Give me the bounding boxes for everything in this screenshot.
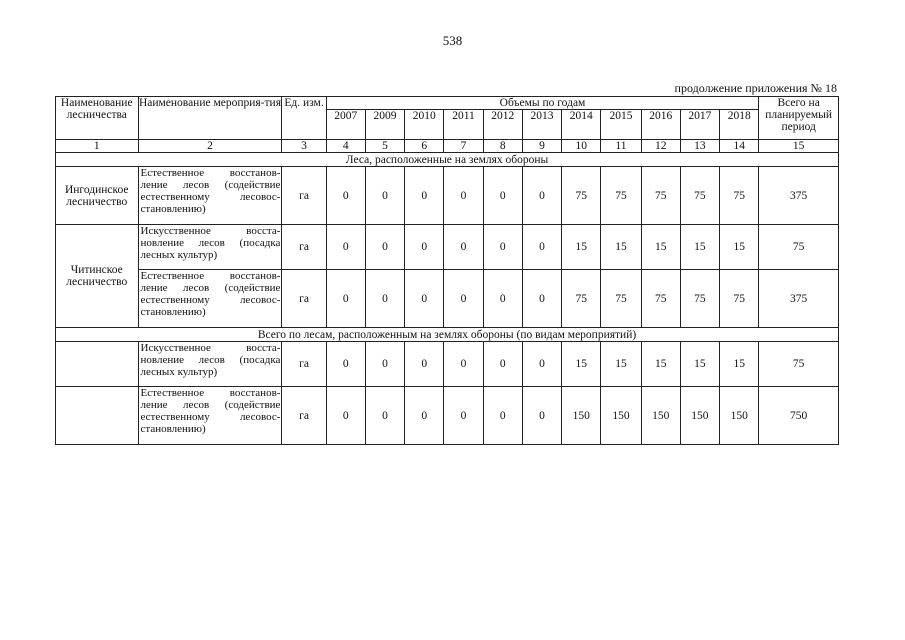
value-cell: 15 xyxy=(562,342,601,387)
year-header: 2013 xyxy=(522,110,561,140)
value-cell: 15 xyxy=(641,225,680,270)
value-cell: 0 xyxy=(405,167,444,225)
total-cell: 75 xyxy=(759,225,839,270)
column-number: 7 xyxy=(444,140,483,153)
activity-cell: Естественное восстанов-ление лесов (содействие естественному лесовос-становлению) xyxy=(138,387,282,445)
value-cell: 15 xyxy=(601,225,641,270)
year-header: 2018 xyxy=(720,110,759,140)
value-cell: 0 xyxy=(365,167,404,225)
value-cell: 75 xyxy=(641,270,680,328)
value-cell: 0 xyxy=(444,167,483,225)
value-cell: 0 xyxy=(365,270,404,328)
table-row xyxy=(56,167,839,225)
value-cell: 150 xyxy=(562,387,601,445)
table-row xyxy=(56,270,839,328)
forestry-name-cell xyxy=(56,387,139,445)
table-row xyxy=(56,225,839,270)
unit-cell: га xyxy=(282,270,326,328)
section-row xyxy=(56,328,839,342)
value-cell: 0 xyxy=(405,342,444,387)
value-cell: 75 xyxy=(680,270,719,328)
header-row-1 xyxy=(56,97,839,110)
column-number: 2 xyxy=(138,140,282,153)
unit-cell: га xyxy=(282,387,326,445)
forestry-name-cell xyxy=(56,342,139,387)
value-cell: 0 xyxy=(326,342,365,387)
column-number: 8 xyxy=(483,140,522,153)
value-cell: 0 xyxy=(444,270,483,328)
value-cell: 0 xyxy=(483,342,522,387)
total-period-header: Всего на планируемый период xyxy=(759,97,839,140)
value-cell: 0 xyxy=(365,225,404,270)
value-cell: 0 xyxy=(326,270,365,328)
unit-cell: га xyxy=(282,225,326,270)
value-cell: 0 xyxy=(483,167,522,225)
value-cell: 75 xyxy=(720,270,759,328)
column-number: 12 xyxy=(641,140,680,153)
value-cell: 0 xyxy=(483,225,522,270)
year-header: 2011 xyxy=(444,110,483,140)
activity-cell: Естественное восстанов-ление лесов (содействие естественному лесовос-становлению) xyxy=(138,167,282,225)
value-cell: 75 xyxy=(601,270,641,328)
total-cell: 750 xyxy=(759,387,839,445)
value-cell: 15 xyxy=(680,342,719,387)
table-row xyxy=(56,342,839,387)
unit-header: Ед. изм. xyxy=(282,97,326,140)
column-number: 10 xyxy=(562,140,601,153)
column-number: 11 xyxy=(601,140,641,153)
value-cell: 0 xyxy=(522,225,561,270)
column-numbers-row xyxy=(56,140,839,153)
value-cell: 15 xyxy=(601,342,641,387)
value-cell: 150 xyxy=(601,387,641,445)
value-cell: 15 xyxy=(720,342,759,387)
value-cell: 0 xyxy=(405,387,444,445)
total-cell: 375 xyxy=(759,270,839,328)
value-cell: 0 xyxy=(326,387,365,445)
year-header: 2017 xyxy=(680,110,719,140)
section-total: Всего по лесам, расположенным на землях обороны (по видам мероприятий) xyxy=(56,328,839,342)
value-cell: 0 xyxy=(326,225,365,270)
year-header: 2015 xyxy=(601,110,641,140)
value-cell: 0 xyxy=(405,270,444,328)
total-cell: 75 xyxy=(759,342,839,387)
column-number: 9 xyxy=(522,140,561,153)
year-header: 2014 xyxy=(562,110,601,140)
value-cell: 15 xyxy=(720,225,759,270)
value-cell: 0 xyxy=(483,270,522,328)
column-number: 14 xyxy=(720,140,759,153)
total-cell: 375 xyxy=(759,167,839,225)
column-number: 6 xyxy=(405,140,444,153)
year-header: 2012 xyxy=(483,110,522,140)
value-cell: 75 xyxy=(562,167,601,225)
value-cell: 0 xyxy=(365,342,404,387)
column-number: 4 xyxy=(326,140,365,153)
value-cell: 0 xyxy=(365,387,404,445)
value-cell: 0 xyxy=(522,270,561,328)
value-cell: 150 xyxy=(641,387,680,445)
value-cell: 75 xyxy=(680,167,719,225)
continuation-label: продолжение приложения № 18 xyxy=(674,81,837,95)
column-number: 1 xyxy=(56,140,139,153)
value-cell: 75 xyxy=(641,167,680,225)
value-cell: 0 xyxy=(326,167,365,225)
year-header: 2010 xyxy=(405,110,444,140)
year-header: 2007 xyxy=(326,110,365,140)
value-cell: 0 xyxy=(483,387,522,445)
value-cell: 75 xyxy=(720,167,759,225)
section-row xyxy=(56,153,839,167)
column-number: 3 xyxy=(282,140,326,153)
value-cell: 0 xyxy=(405,225,444,270)
unit-cell: га xyxy=(282,342,326,387)
value-cell: 150 xyxy=(720,387,759,445)
value-cell: 75 xyxy=(562,270,601,328)
value-cell: 0 xyxy=(522,387,561,445)
activity-cell: Искусственное восста-новление лесов (посадка лесных культур) xyxy=(138,342,282,387)
section-defense-lands: Леса, расположенные на землях обороны xyxy=(56,153,839,167)
activity-cell: Естественное восстанов-ление лесов (содействие естественному лесовос-становлению) xyxy=(138,270,282,328)
value-cell: 75 xyxy=(601,167,641,225)
forestry-name-header: Наименование лесничества xyxy=(56,97,139,140)
year-header: 2009 xyxy=(365,110,404,140)
unit-cell: га xyxy=(282,167,326,225)
forestry-name-cell: Читинское лесничество xyxy=(56,225,139,328)
forestry-name-cell: Ингодинское лесничество xyxy=(56,167,139,225)
column-number: 5 xyxy=(365,140,404,153)
value-cell: 0 xyxy=(444,342,483,387)
value-cell: 15 xyxy=(680,225,719,270)
activity-name-header: Наименование мероприя-тия xyxy=(138,97,282,140)
forest-volumes-table xyxy=(55,96,839,445)
table-row xyxy=(56,387,839,445)
page-number: 538 xyxy=(442,33,463,48)
volumes-by-year-header: Объемы по годам xyxy=(326,97,759,110)
value-cell: 150 xyxy=(680,387,719,445)
value-cell: 0 xyxy=(522,342,561,387)
value-cell: 0 xyxy=(522,167,561,225)
activity-cell: Искусственное восста-новление лесов (посадка лесных культур) xyxy=(138,225,282,270)
value-cell: 15 xyxy=(641,342,680,387)
column-number: 13 xyxy=(680,140,719,153)
column-number: 15 xyxy=(759,140,839,153)
value-cell: 0 xyxy=(444,387,483,445)
year-header: 2016 xyxy=(641,110,680,140)
value-cell: 0 xyxy=(444,225,483,270)
value-cell: 15 xyxy=(562,225,601,270)
